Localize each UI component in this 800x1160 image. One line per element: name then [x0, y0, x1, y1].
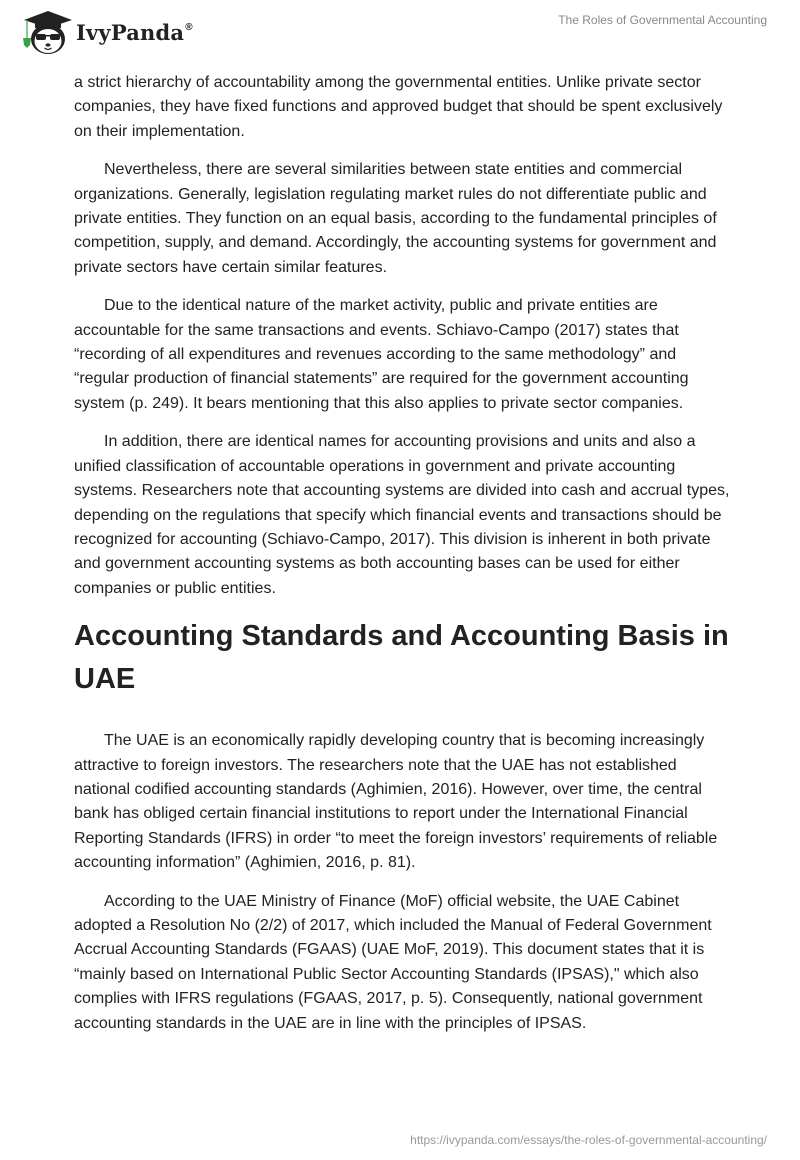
paragraph: Due to the identical nature of the market activity, public and private entities are accountable for the same transactions and events. Schiavo-Campo (2017) states that “recording of all expenditures and revenues according to the same methodology” and “regular production of financial statements” are required for the government accounting system (p. 249). It bears mentioning that this also applies to private sector companies.	[74, 297, 689, 412]
article-body	[74, 71, 734, 1050]
brand-name	[76, 20, 193, 45]
panda-graduate-icon	[18, 8, 74, 56]
paragraph: The UAE is an economically rapidly developing country that is becoming increasingly attractive to foreign investors. The researchers note that the UAE has not established national codified accounting standards (Aghimien, 2016). However, over time, the central bank has obliged certain financial institutions to report under the International Financial Reporting Standards (IFRS) in order “to meet the foreign investors’ requirements of reliable accounting information” (Aghimien, 2016, p. 81).	[74, 732, 718, 872]
brand-label: IvyPanda	[76, 19, 185, 45]
document-title: The Roles of Governmental Accounting	[558, 13, 767, 27]
paragraph: According to the UAE Ministry of Finance (MoF) official website, the UAE Cabinet adopted a Resolution No (2/2) of 2017, which included the Manual of Federal Government Accrual Accounting Standards (FGAAS) (UAE MoF, 2019). This document states that it is “mainly based on International Public Sector Accounting Standards (IPSAS)," which also complies with IFRS regulations (FGAAS, 2017, p. 5). Consequently, national government accounting standards in the UAE are in line with the principles of IPSAS.	[74, 892, 712, 1032]
brand-logo[interactable]	[18, 8, 193, 56]
paragraph: Nevertheless, there are several similarities between state entities and commercial organizations. Generally, legislation regulating market rules do not differentiate public and private entities. They function on an equal basis, according to the fundamental principles of competition, supply, and demand. Accordingly, the accounting systems for government and private sectors have certain similar features.	[74, 161, 717, 276]
section-heading: Accounting Standards and Accounting Basis in UAE	[74, 620, 729, 696]
page-header	[0, 0, 800, 60]
paragraph: a strict hierarchy of accountability among the governmental entities. Unlike private sector companies, they have fixed functions and approved budget that should be spent exclusively on their implementation.	[74, 74, 723, 140]
registered-mark: ®	[185, 21, 193, 33]
paragraph: In addition, there are identical names for accounting provisions and units and also a unified classification of accountable operations in government and private accounting systems. Researchers note that accounting systems are divided into cash and accrual types, depending on the regulations that specify which financial events and transactions should be recognized for accounting (Schiavo-Campo, 2017). This division is inherent in both private and government accounting systems as both accounting bases can be used for either companies or public entities.	[74, 433, 730, 597]
source-url[interactable]: https://ivypanda.com/essays/the-roles-of-governmental-accounting/	[410, 1133, 767, 1147]
